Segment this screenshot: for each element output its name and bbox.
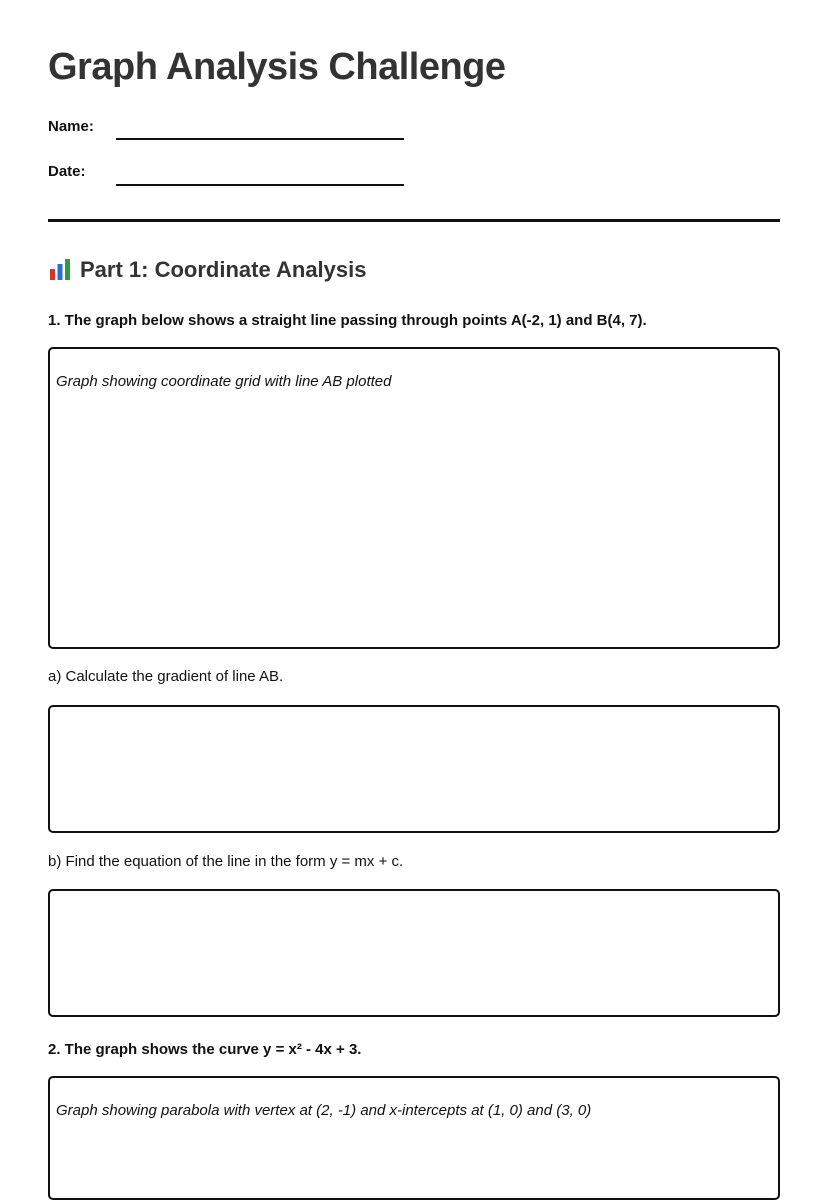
bar-chart-icon xyxy=(48,257,72,281)
date-label: Date: xyxy=(48,163,86,180)
graph-caption-q1: Graph showing coordinate grid with line AB plotted xyxy=(56,373,392,390)
question-1b: b) Find the equation of the line in the form y = mx + c. xyxy=(48,853,404,870)
date-field[interactable] xyxy=(48,163,408,193)
name-label: Name: xyxy=(48,118,94,135)
name-underline[interactable] xyxy=(116,138,404,140)
question-1a: a) Calculate the gradient of line AB. xyxy=(48,668,284,685)
graph-caption-q2: Graph showing parabola with vertex at (2, -1) and x-intercepts at (1, 0) and (3, 0) xyxy=(56,1102,592,1119)
date-underline[interactable] xyxy=(116,184,404,186)
question-1: 1. The graph below shows a straight line passing through points A(-2, 1) and B(4, 7). xyxy=(48,312,647,329)
page-title: Graph Analysis Challenge xyxy=(48,46,506,88)
graph-box-q1 xyxy=(48,347,780,649)
question-2: 2. The graph shows the curve y = x² - 4x + 3. xyxy=(48,1041,362,1058)
section-heading-part1 xyxy=(48,257,366,283)
section-title: Part 1: Coordinate Analysis xyxy=(80,257,367,282)
answer-box-1b[interactable] xyxy=(48,889,780,1017)
answer-box-1a[interactable] xyxy=(48,705,780,833)
header-divider xyxy=(48,219,780,222)
name-field[interactable] xyxy=(48,118,408,148)
graph-box-q2 xyxy=(48,1076,780,1200)
